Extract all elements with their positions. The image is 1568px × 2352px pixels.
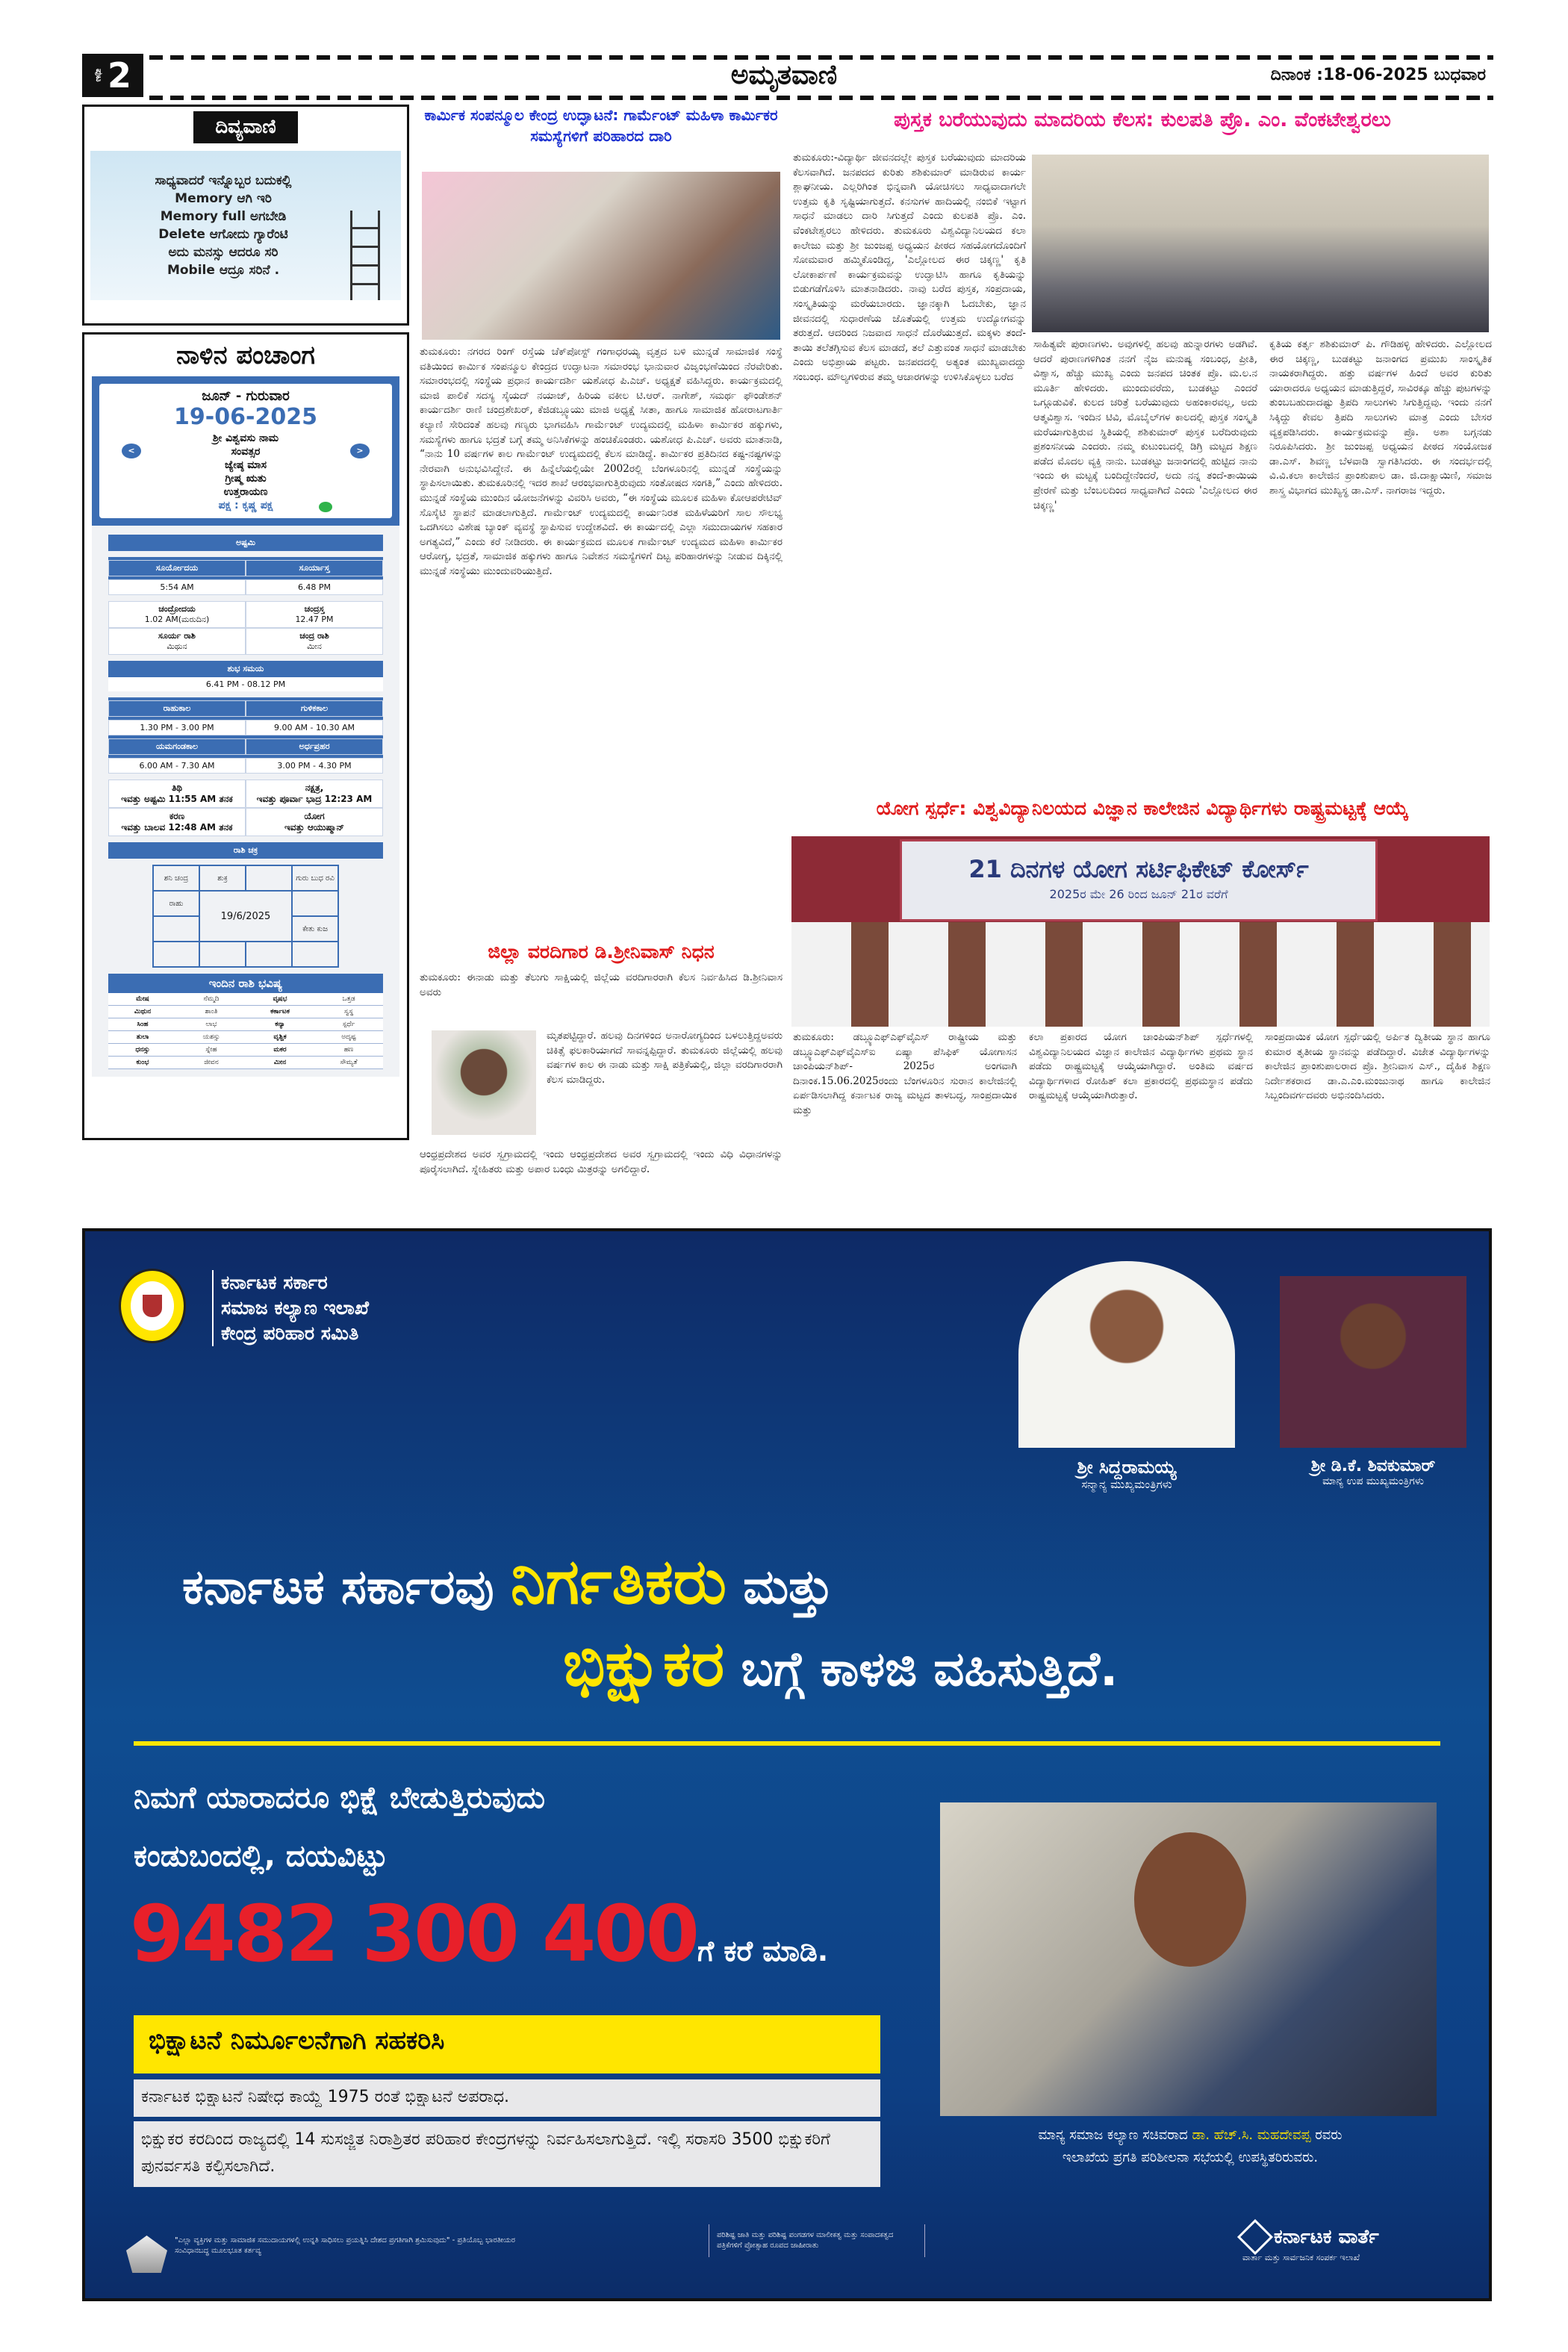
panchanga-date: 19-06-2025 [174,404,317,430]
brand-name: ಕರ್ನಾಟಕ ವಾರ್ತೆ [1274,2225,1379,2248]
ad-head-highlight: ಭಿಕ್ಷುಕರ [563,1627,725,1700]
vidhana-soudha-icon [126,2236,167,2273]
cm-name: ಶ್ರೀ ಸಿದ್ದರಾಮಯ್ಯ [1077,1457,1177,1478]
yoga-students-group [791,922,1490,1027]
obituary-headline: ಜಿಲ್ಲಾ ವರದಿಗಾರ ಡಿ.ಶ್ರೀನಿವಾಸ್ ನಿಧನ [488,941,715,962]
horoscope-prediction: ಅದೃಷ್ಟ [314,1031,383,1044]
dcm-portrait [1280,1276,1466,1448]
ad-banner: ಭಿಕ್ಷಾಟನೆ ನಿರ್ಮೂಲನೆಗಾಗಿ ಸಹಕರಿಸಿ [134,2015,880,2073]
brand-subtitle: ವಾರ್ತಾ ಮತ್ತು ಸಾರ್ವಜನಿಕ ಸಂಪರ್ಕ ಇಲಾಖೆ [1242,2253,1360,2262]
horoscope-prediction: ಜೀವನ [177,1057,246,1069]
caption-text: ಮಾನ್ಯ ಸಮಾಜ ಕಲ್ಯಾಣ ಸಚಿವರಾದ [1038,2127,1188,2143]
yama-label: ಯಮಗಂಡಕಾಲ [108,738,246,755]
tithi-text: ಇವತ್ತು ಅಷ್ಟಮಿ 11:55 AM ತನಕ [121,794,233,804]
dcm-caption [1265,1457,1481,1487]
divyavani-line: Memory ಆಗಿ ಇರಿ [175,191,272,206]
chandra-rashi: ಮೀನ [307,641,322,651]
ayana: ಉತ್ತರಾಯಣ [223,486,268,498]
divyavani-title: ದಿವ್ಯವಾಣಿ [193,111,298,143]
tithi-label: ತಿಥಿ [171,783,183,793]
ad-head-text: ಕರ್ನಾಟಕ ಸರ್ಕಾರವು [182,1560,494,1615]
horoscope-sign: ಮಿಥುನ [108,1006,177,1018]
gulika-time: 9.00 AM - 10.30 AM [246,720,383,735]
ad-org-line: ಕರ್ನಾಟಕ ಸರ್ಕಾರ [221,1272,328,1293]
horoscope-sign: ಕರ್ಕಾಟಕ [246,1006,314,1018]
horoscope-prediction: ಹಣ [314,1044,383,1057]
article2-col2: ಸಾಹಿತ್ಯವೇ ಪುರಾಣಗಳು. ಅವುಗಳಲ್ಲಿ ಹಲವು ಹುನ್ನಾರಗಳು ಅಡಗಿವೆ. ಆದರೆ ಪುರಾಣಗಳಿಗಿಂತ ನನಗೆ ನೈಜ ಮನುಷ್ಯ ಸಂಬಂಧ, ಪ್ರೀತಿ, ವಿಶ್ವಾಸ, ಹೆಚ್ಚು ಮುಖ್ಯ ಎಂದು ಜನಪದ ಚಿಂತಕ ಪ್ರೊ. ಮ.ಲ.ನ ಮೂರ್ತಿ ಹೇಳಿದರು. ಮುಂದುವರೆದು, ಬುಡಕಟ್ಟು ಎಂದರೆ ಒಗ್ಗೂಡುವಿಕೆ. ಕುಲದ ಚರಿತ್ರೆ ಬರೆಯುವುದು ಅಹಂಕಾರವಲ್ಲ, ಅದು ಆತ್ಮವಿಶ್ವಾಸ. ಇಂದಿನ ಟಿವಿ, ಮೊಬೈಲ್‌ಗಳ ಕಾಲದಲ್ಲಿ ಪುಸ್ತಕ ಸಂಸ್ಕೃತಿ ಮರೆಯಾಗುತ್ತಿರುವ ಸ್ಥಿತಿಯಲ್ಲಿ ಶಶಿಕುಮಾರ್ ಪುಸ್ತಕ ಬರೆದಿರುವುದು ಪ್ರಶಂಸನೀಯ ಎಂದರು. ನಮ್ಮ ಕುಟುಂಬದಲ್ಲಿ ಡಿಗ್ರಿ ಮಟ್ಟದ ಶಿಕ್ಷಣ ಪಡೆದ ಮೊದಲ ವ್ಯಕ್ತಿ ನಾನು. ಬುಡಕಟ್ಟು ಜನಾಂಗದಲ್ಲಿ ಹುಟ್ಟಿದ ನಾನು ಇಂದು ಈ ಮಟ್ಟಕ್ಕೆ ಬಂದಿದ್ದೇನೆಂದರೆ, ಅದು ನನ್ನ ತಂದೆ-ತಾಯಿಯ ಪ್ರೇರಣೆ ಮತ್ತು ಬೆಂಬಲದಿಂದ ಸಾಧ್ಯವಾಗಿದೆ ಎಂದು 'ಎಲ್ಲೋಲದ ಈರ ಚಿಕ್ಕಣ್ಣ' [1033,338,1257,511]
article2-col1: ತುಮಕೂರು:-ವಿದ್ಯಾರ್ಥಿ ಜೀವನದಲ್ಲೇ ಪುಸ್ತಕ ಬರೆಯುವುದು ಮಾದರಿಯ ಕೆಲಸವಾಗಿದೆ. ಜನಪದದ ಕುರಿತು ಶಶಿಕುಮಾರ್ ಮಾಡಿರುವ ಕಾರ್ಯ ಶ್ಲಾಘನೀಯ. ಎಲ್ಲರಿಗಿಂತ ಭಿನ್ನವಾಗಿ ಯೋಚಿಸಲು ಸಾಧ್ಯವಾದಾಗಲೇ ಉತ್ತಮ ಕೃತಿ ಸೃಷ್ಟಿಯಾಗುತ್ತದೆ. ಕನಸುಗಳ ಹಾದಿಯಲ್ಲಿ ನಂಬಿಕೆ ಇಟ್ಟಾಗ ಸಾಧನೆ ಮಾಡಲು ದಾರಿ ಸಿಗುತ್ತದೆ ಎಂದು ಕುಲಪತಿ ಪ್ರೊ. ಎಂ. ವೆಂಕಟೇಶ್ವರಲು ಹೇಳಿದರು. ತುಮಕೂರು ವಿಶ್ವವಿದ್ಯಾನಿಲಯದ ಕಲಾ ಕಾಲೇಜು ಮತ್ತು ಶ್ರೀ ಜುಂಜಪ್ಪ ಅಧ್ಯಯನ ಪೀಠದ ಸಹಯೋಗದೊಂದಿಗೆ ಸೋಮವಾರ ಹಮ್ಮಿಕೊಂಡಿದ್ದ, 'ಎಲ್ಲೋಲದ ಈರ ಚಿಕ್ಕಣ್ಣ' ಕೃತಿ ಲೋಕಾರ್ಪಣೆ ಕಾರ್ಯಕ್ರಮವನ್ನು ಉದ್ಘಾಟಿಸಿ ಹಾಗೂ ಕೃತಿಯನ್ನು ಬಿಡುಗಡೆಗೊಳಿಸಿ ಮಾತನಾಡಿದರು. ನಾವು ಬರೆದ ಪುಸ್ತಕ, ಸಂಪ್ರದಾಯ, ಸಂಸ್ಕೃತಿಯನ್ನು ಮರೆಯಬಾರದು. ಜ್ಞಾನಕ್ಕಾಗಿ ಓದಬೇಕು, ಜ್ಞಾನ ಜೀವನದಲ್ಲಿ ಸುಧಾರಣೆಯ ಜೊತೆಯಲ್ಲಿ ಉತ್ತಮ ಉದ್ಯೋಗವನ್ನು ತರುತ್ತದೆ. ಆದರಿಂದ ನಿಜವಾದ ಸಾಧನೆ ದೊರೆಯುತ್ತದೆ. ಮಕ್ಕಳು ತಂದೆ-ತಾಯಿ ತಲೆತಗ್ಗಿಸುವ ಕೆಲಸ ಮಾಡದೆ, ತಲೆ ಎತ್ತುವಂತ ಸಾಧನೆ ಮಾಡಬೇಕು ಎಂದು ಅಭಿಪ್ರಾಯ ಪಟ್ಟರು. ಜನಪದದಲ್ಲಿ ಅತ್ಯಂತ ಮುಖ್ಯವಾದದ್ದು ಸಂಬಂಧ. ಮೌಲ್ಯಗಳಿರುವ ತಮ್ಮ ಆಚಾರಗಳನ್ನು ಉಳಿಸಿಕೊಳ್ಳಲು ಬರೆದ [793,152,1026,383]
obituary-body-main: ಮೃತಪಟ್ಟಿದ್ದಾರೆ. ಹಲವು ದಿನಗಳಿಂದ ಅನಾರೋಗ್ಯದಿಂದ ಬಳಲುತ್ತಿದ್ದಅವರು ಚಿಕಿತ್ಸೆ ಫಲಕಾರಿಯಾಗದೆ ಸಾವನ್ನಪ್ಪಿದ್ದಾರೆ. ತುಮಕೂರು ಜಿಲ್ಲೆಯಲ್ಲಿ ಹಲವು ವರ್ಷಗಳ ಕಾಲ ಈ ನಾಡು ಮತ್ತು ಸಾಕ್ಷಿ ಪತ್ರಿಕೆಯಲ್ಲಿ, ಜಿಲ್ಲಾ ವರದಿಗಾರರಾಗಿ ಕೆಲಸ ಮಾಡಿದ್ದರು. [547,1030,783,1086]
nakshatra-text: ಇವತ್ತು ಪೂರ್ವಾ ಭಾದ್ರ 12:23 AM [256,794,373,804]
article2-col3: ಕೃತಿಯ ಕರ್ತೃ ಶಶಿಕುಮಾರ್ ಪಿ. ಗೌಡಿಹಳ್ಳಿ ಹೇಳಿದರು. ಎಲ್ಲೋಲದ ಈರ ಚಿಕ್ಕಣ್ಣ, ಬುಡಕಟ್ಟು ಜನಾಂಗದ ಪ್ರಮುಖ ಸಾಂಸ್ಕೃತಿಕ ನಾಯಕರಾಗಿದ್ದರು. ಹತ್ತು ವರ್ಷಗಳ ಹಿಂದೆ ಅವರ ಕುರಿತು ಯಾರಾದರೂ ಅಧ್ಯಯನ ಮಾಡುತ್ತಿದ್ದರೆ, ಸಾವಿರಕ್ಕೂ ಹೆಚ್ಚು ಪುಟಗಳನ್ನು ತುಂಬಬಹುದಾದಷ್ಟು ತ್ರಿಪದಿ ಸಾಲುಗಳು ಸಿಗುತ್ತಿದ್ದವು. ಇಂದು ನನಗೆ ಸಿಕ್ಕಿದ್ದು ಕೇವಲ ತ್ರಿಪದಿ ಸಾಲುಗಳು ಮಾತ್ರ ಎಂದು ಬೇಸರ ವ್ಯಕ್ತಪಡಿಸಿದರು. ಕಾರ್ಯಕ್ರಮವನ್ನು ಪ್ರೊ. ಅಶಾ ಬಗ್ಗನಡು ನಿರೂಪಿಸಿದರು. ಶ್ರೀ ಜುಂಜಪ್ಪ ಅಧ್ಯಯನ ಪೀಠದ ಸಂಯೋಜಕ ಡಾ.ಎಸ್. ಶಿವಣ್ಣ ಬೆಳವಾಡಿ ಸ್ವಾಗತಿಸಿದರು. ಈ ಸಂದರ್ಭದಲ್ಲಿ ವಿ.ವಿ.ಕಲಾ ಕಾಲೇಜಿನ ಪ್ರಾಂಶುಪಾಲ ಡಾ. ಜಿ.ದಾಕ್ಷಾಯಿಣಿ, ಸಮಾಜ ಶಾಸ್ತ್ರ ವಿಭಾಗದ ಮುಖ್ಯಸ್ಥ ಡಾ.ಎಸ್. ನಾಗರಾಜ ಇದ್ದರು. [1269,338,1492,497]
horoscope-prediction: ಸೌಮ್ಯತೆ [314,1057,383,1069]
ad-sub-line1: ನಿಮಗೆ ಯಾರಾದರೂ ಭಿಕ್ಷೆ ಬೇಡುತ್ತಿರುವುದು [134,1781,546,1815]
ad-head-text: ಮತ್ತು [743,1560,833,1615]
shubha-time: 6.41 PM - 08.12 PM [108,677,383,691]
article3-col2: ಕಲಾ ಪ್ರಕಾರದ ಯೋಗ ಚಾಂಪಿಯನ್‌ಶಿಪ್ ಸ್ಪರ್ಧೆಗಳಲ್ಲಿ ವಿಶ್ವವಿದ್ಯಾನಿಲಯದ ವಿಜ್ಞಾನ ಕಾಲೇಜಿನ ವಿದ್ಯಾರ್ಥಿಗಳು ಪ್ರಥಮ ಸ್ಥಾನ ಪಡೆದು ರಾಷ್ಟ್ರಮಟ್ಟಕ್ಕೆ ಆಯ್ಕೆಯಾಗಿದ್ದಾರೆ. ಅಂತಿಮ ವರ್ಷದ ವಿದ್ಯಾರ್ಥಿಗಳಾದ ರೋಹಿತ್ ಕಲಾ ಪ್ರಕಾರದಲ್ಲಿ ಪ್ರಥಮಸ್ಥಾನ ಪಡೆದು ರಾಷ್ಟ್ರಮಟ್ಟಕ್ಕೆ ಆಯ್ಕೆಯಾಗಿರುತ್ತಾರೆ. [1029,1031,1253,1102]
ad-organization [212,1270,369,1346]
minister-caption [936,2124,1444,2169]
ad-headline-line2 [563,1627,1118,1701]
helpline [130,1888,828,1979]
prev-day-button[interactable]: < [122,444,141,458]
rashi-chakra-grid [152,865,339,968]
yoga-banner-title: 21 ದಿನಗಳ ಯೋಗ ಸರ್ಟಿಫಿಕೇಟ್ ಕೋರ್ಸ್ [968,855,1309,883]
yoga-banner-subtitle: 2025ರ ಮೇ 26 ರಿಂದ ಜೂನ್ 21ರ ವರೆಗೆ [1049,887,1228,901]
chandra-rashi-label: ಚಂದ್ರ ರಾಶಿ [299,631,329,641]
next-day-button[interactable]: > [350,444,370,458]
horoscope-sign: ಧನಸ್ಸು [108,1044,177,1057]
ardha-label: ಅರ್ಧಪ್ರಹರ [246,738,383,755]
horoscope-sign: ಮೀನ [246,1057,314,1069]
article1-photo [422,172,780,340]
sunset-time: 6.48 PM [246,579,383,595]
article3-photo [791,836,1490,1027]
gulika-label: ಗುಳಿಕಕಾಲ [246,700,383,717]
panchanga-title: ನಾಳಿನ ಪಂಚಾಂಗ [176,340,315,370]
rashi-chakra-cell [199,942,246,967]
obituary-body-intro: ತುಮಕೂರು: ಈನಾಡು ಮತ್ತು ತೆಲುಗು ಸಾಕ್ಷಿಯಲ್ಲಿ ಜಿಲ್ಲೆಯ ವರದಿಗಾರರಾಗಿ ಕೆಲಸ ನಿರ್ವಹಿಸಿದ ಡಿ.ಶ್ರೀನಿವಾಸ ಅವರು [420,971,783,998]
article3-col3: ಸಾಂಪ್ರದಾಯಿಕ ಯೋಗ ಸ್ಪರ್ಧೆಯಲ್ಲಿ ಅರ್ಪಿತ ದ್ವಿತೀಯ ಸ್ಥಾನ ಹಾಗೂ ಕುಮಾರ ತೃತೀಯ ಸ್ಥಾನವನ್ನು ಪಡೆದಿದ್ದಾರೆ. ವಿಜೇತ ವಿದ್ಯಾರ್ಥಿಗಳನ್ನು ಕಾಲೇಜಿನ ಪ್ರಾಂಶುಪಾಲರಾದ ಪ್ರೊ. ಶ್ರೀನಿವಾಸ ಎಸ್., ದೈಹಿಕ ಶಿಕ್ಷಣ ನಿರ್ದೇಶಕರಾದ ಡಾ.ಎ.ಎಂ.ಮಂಜುನಾಥ ಹಾಗೂ ಕಾಲೇಜಿನ ಸಿಬ್ಬಂದಿವರ್ಗದವರು ಅಭಿನಂದಿಸಿದರು. [1265,1031,1490,1102]
yoga-text: ಇವತ್ತು ಆಯುಷ್ಮಾನ್ [284,822,345,833]
caption-text: ಇಲಾಖೆಯ ಪ್ರಗತಿ ಪರಿಶೀಲನಾ ಸಭೆಯಲ್ಲಿ ಉಪಸ್ಥಿತರಿರುವರು. [1062,2150,1319,2165]
horoscope-prediction: ಯಶಸ್ಸು [177,1031,246,1044]
yoga-label: ಯೋಗ [304,811,325,821]
footer-sponsor-note: ಪರಿಶಿಷ್ಟ ಜಾತಿ ಮತ್ತು ಪರಿಶಿಷ್ಟ ಪಂಗಡಗಳ ಮಾಲೀಕತ್ವ ಮತ್ತು ಸಂಪಾದಕತ್ವದ ಪತ್ರಿಕೆಗಳಿಗೆ ಪ್ರೋತ್ಸಾಹ ರೂಪದ ಜಾಹೀರಾತು [709,2224,925,2257]
horoscope-sign: ಕುಂಭ [108,1057,177,1069]
horoscope-prediction: ಶಾಂತಿ [177,1006,246,1018]
rashi-chakra-cell [292,891,338,916]
article2-photo [1032,155,1489,332]
ladder-illustration [350,211,380,300]
page-label: ಪುಟ [93,69,105,82]
cm-title: ಸನ್ಮಾನ್ಯ ಮುಖ್ಯಮಂತ್ರಿಗಳು [1081,1478,1172,1491]
horoscope-label: ಇಂದಿನ ರಾಶಿ ಭವಿಷ್ಯ [108,974,383,993]
horoscope-prediction: ಸ್ವಸ್ಥ [314,1006,383,1018]
sunset-label: ಸೂರ್ಯಾಸ್ತ [246,560,383,576]
horoscope-table [108,993,383,1069]
helpline-number[interactable]: 9482 300 400 [130,1888,698,1979]
helpline-call-text: ಗೆ ಕರೆ ಮಾಡಿ. [697,1935,829,1967]
divyavani-line: Delete ಆಗೋದು ಗ್ಯಾರೆಂಟಿ [158,227,288,242]
month-day: ಜೂನ್ - ಗುರುವಾರ [202,388,290,404]
rashi-chakra-cell: ಕೇತು ಕುಜ [292,916,338,942]
panchanga-date-card [92,376,399,526]
dcm-name: ಶ್ರೀ ಡಿ.ಕೆ. ಶಿವಕುಮಾರ್ [1310,1457,1436,1475]
page-number-box [82,54,143,97]
rashi-chakra-cell: ಶುಕ್ರ [199,865,246,891]
divyavani-line: Memory full ಅಗಬೇಡಿ [160,209,287,224]
footer-quote: "ಎಲ್ಲಾ ವ್ಯಕ್ತಿಗಳ ಮತ್ತು ಸಾಮಾಜಿಕ ಸಮುದಾಯಗಳಲ್ಲಿ ಉನ್ನತಿ ಸಾಧಿಸಲು ಪ್ರಯತ್ನಿಸಿ ದೇಶದ ಪ್ರಗತಿಗಾಗಿ ಶ್ರಮಿಸುವುದು" - ಪ್ರತಿಯೊಬ್ಬ ಭಾರತೀಯರ ಸಂವಿಧಾನಬದ್ಧ ಮೂಲಭೂತ ಕರ್ತವ್ಯ [175,2236,515,2255]
horoscope-prediction: ನೆಮ್ಮದಿ [177,993,246,1006]
article1-body: ತುಮಕೂರು: ನಗರದ ರಿಂಗ್ ರಸ್ತೆಯ ಚೆಕ್‌ಪೋಸ್ಟ್ ಗಂಗಾಧರಯ್ಯ ವೃತ್ತದ ಬಳಿ ಮುನ್ನಡೆ ಸಾಮಾಜಿಕ ಸಂಸ್ಥೆ ವತಿಯಿಂದ ಕಾರ್ಮಿಕ ಸಂಪನ್ಮೂಲ ಕೇಂದ್ರದ ಉದ್ಘಾಟನಾ ಸಮಾರಂಭ ಭಾನುವಾರ ವಿಜೃಂಭಣೆಯಿಂದ ನೆರವೇರಿತು. ಸಮಾರಂಭದಲ್ಲಿ ಸಂಸ್ಥೆಯ ಪ್ರಧಾನ ಕಾರ್ಯದರ್ಶಿ ಯಶೋಧ ಪಿ.ಎಚ್. ಅಧ್ಯಕ್ಷತೆ ವಹಿಸಿದ್ದರು. ಕಾರ್ಯಕ್ರಮದಲ್ಲಿ ಮಾಜಿ ಪಾಲಿಕೆ ಸದಸ್ಯ ಸೈಯದ್ ನಯಾಜ್, ಹಿರಿಯ ವಕೀಲ ಟಿ.ಆರ್. ನಾಗೇಶ್, ಸಮರ್ಥ ಫೌಂಡೇಶನ್ ಕಾರ್ಯದರ್ಶಿ ರಾಣಿ ಚಂದ್ರಶೇಖರ್, ಕೆಜಿಡಬ್ಲ್ಯೂಯು ಮಾಜಿ ಅಧ್ಯಕ್ಷೆ ಸೀತಾ, ಹಾಗೂ ಸಾಮಾಜಿಕ ಹೋರಾಟಗಾರ್ತಿ ಕಲ್ಯಾಣಿ ಸೇರಿದಂತೆ ಹಲವು ಗಣ್ಯರು ಭಾಗವಹಿಸಿ ಗಾರ್ಮೆಂಟ್ ಉದ್ಯಮದಲ್ಲಿ ಮಹಿಳಾ ಕಾರ್ಮಿಕರ ಹಕ್ಕುಗಳು, ಸಮಸ್ಯೆಗಳು ಹಾಗೂ ಭದ್ರತೆ ಬಗ್ಗೆ ತಮ್ಮ ಅನಿಸಿಕೆಗಳನ್ನು ಹಂಚಿಕೊಂಡರು. ಯಶೋಧ ಪಿ.ಎಚ್. ಅವರು ಮಾತನಾಡಿ, “ನಾನು 10 ವರ್ಷಗಳ ಕಾಲ ಗಾರ್ಮೆಂಟ್ ಉದ್ಯಮದಲ್ಲಿ ಕೆಲಸ ಮಾಡಿದ್ದೆ. ಕಾರ್ಮಿಕರ ಪ್ರತಿದಿನದ ಕಷ್ಟ-ನಷ್ಟಗಳನ್ನು ನೇರವಾಗಿ ಅನುಭವಿಸಿದ್ದೇನೆ. ಈ ಹಿನ್ನೆಲೆಯಲ್ಲಿಯೇ 2002ರಲ್ಲಿ ಬೆಂಗಳೂರಿನಲ್ಲಿ ಮುನ್ನಡೆ ಸಂಸ್ಥೆಯನ್ನು ಸ್ಥಾಪಿಸಲಾಯಿತು. ತುಮಕೂರಿನಲ್ಲಿ ಇದರ ಶಾಖೆ ಆರಂಭವಾಗುತ್ತಿರುವುದು ಸಂತೋಷದ ಸಂಗತಿ,” ಎಂದು ಹೇಳಿದರು. ಮುನ್ನಡೆ ಸಂಸ್ಥೆಯ ಮುಂದಿನ ಯೋಜನೆಗಳನ್ನು ವಿವರಿಸಿ ಅವರು, “ಈ ಸಂಸ್ಥೆಯ ಮೂಲಕ ಮಹಿಳಾ ಕೋಆಪರೇಟಿವ್ ಸೊಸೈಟಿ ಸ್ಥಾಪನೆ ಮಾಡಲಾಗುತ್ತಿದೆ. ಗಾರ್ಮೆಂಟ್ ಉದ್ಯಮದಲ್ಲಿ ಕಾರ್ಯನಿರತ ಮಹಿಳೆಯರಿಗೆ ಸಾಲ ಸೌಲಭ್ಯ ಒದಗಿಸಲು ವಿಶೇಷ ಬ್ಯಾಂಕ್ ವ್ಯವಸ್ಥೆ ಸ್ಥಾಪಿಸುವ ಉದ್ದೇಶವಿದೆ. ಈ ಕಾರ್ಯದಲ್ಲಿ ಎಲ್ಲಾ ಸಮುದಾಯಗಳ ಸಹಕಾರ ಅಗತ್ಯವಿದೆ,” ಎಂದು ಕರೆ ನೀಡಿದರು. ಈ ಕಾರ್ಯಕ್ರಮದ ಮೂಲಕ ಗಾರ್ಮೆಂಟ್ ಉದ್ಯಮದ ಮಹಿಳಾ ಕಾರ್ಮಿಕರ ಆರೋಗ್ಯ, ಭದ್ರತೆ, ಸಾಮಾಜಿಕ ಹಕ್ಕುಗಳು ಹಾಗೂ ನಿವೇಶನ ಸಮಸ್ಯೆಗಳಿಗೆ ದಿಟ್ಟ ಪರಿಹಾರಗಳನ್ನು ನೀಡುವ ದಿಕ್ಕಿನಲ್ಲಿ ಮುನ್ನಡೆ ಸಂಸ್ಥೆಯು ಮುಂದುವರಿಯುತ್ತಿದೆ. [420,346,783,577]
ad-divider [134,1741,1440,1746]
divyavani-line: ಅದು ಮನಸ್ಸು ಆದರೂ ಸರಿ [168,245,279,260]
horoscope-sign: ಸಿಂಹ [108,1018,177,1031]
dcm-title: ಮಾನ್ಯ ಉಪ ಮುಖ್ಯಮಂತ್ರಿಗಳು [1322,1475,1424,1487]
karana-text: ಇವತ್ತು ಬಾಲವ 12:48 AM ತನಕ [121,822,233,833]
yoga-banner [900,839,1378,921]
yama-time: 6.00 AM - 7.30 AM [108,758,246,774]
ardha-time: 3.00 PM - 4.30 PM [246,758,383,774]
rashi-chakra-cell [292,942,338,967]
rahu-time: 1.30 PM - 3.00 PM [108,720,246,735]
horoscope-sign: ವೃಷಭ [246,993,314,1006]
divyavani-line: ಸಾಧ್ಯವಾದರೆ ಇನ್ನೊಬ್ಬರ ಬದುಕಲ್ಲಿ [155,173,292,188]
rashi-chakra-cell: ಗುರು ಬುಧ ರವಿ [292,865,338,891]
cm-caption [1004,1457,1250,1491]
whatsapp-icon[interactable] [319,502,332,512]
horoscope-prediction: ಸ್ಪರ್ಧೆ [314,1018,383,1031]
cm-portrait [1018,1261,1235,1448]
moonset-time: 12.47 PM [295,615,334,624]
ad-fact-2: ಭಿಕ್ಷುಕರ ಕರದಿಂದ ರಾಜ್ಯದಲ್ಲಿ 14 ಸುಸಜ್ಜಿತ ನಿರಾಶ್ರಿತರ ಪರಿಹಾರ ಕೇಂದ್ರಗಳನ್ನು ನಿರ್ವಹಿಸಲಾಗುತ್ತಿದೆ. ಇಲ್ಲಿ ಸರಾಸರಿ 3500 ಭಿಕ್ಷುಕರಿಗೆ ಪುನರ್ವಸತಿ ಕಲ್ಪಿಸಲಾಗಿದೆ. [134,2121,880,2187]
moonrise-label: ಚಂದ್ರೋದಯ [158,604,196,614]
obituary-body-end: ಆಂಧ್ರಪ್ರದೇಶದ ಅವರ ಸ್ವಗ್ರಾಮದಲ್ಲಿ ಇಂದು ಆಂಧ್ರಪ್ರದೇಶದ ಅವರ ಸ್ವಗ್ರಾಮದಲ್ಲಿ ಇಂದು ವಿಧಿ ವಿಧಾನಗಳನ್ನು ಪೂರೈಸಲಾಗಿದೆ. ಸ್ನೇಹಿತರು ಮತ್ತು ಅಪಾರ ಬಂಧು ಮಿತ್ರರನ್ನು ಅಗಲಿದ್ದಾರೆ. [420,1148,783,1175]
ad-head-text: ಬಗ್ಗೆ ಕಾಳಜಿ ವಹಿಸುತ್ತಿದೆ. [741,1642,1119,1697]
minister-name: ಡಾ. ಹೆಚ್.ಸಿ. ಮಹದೇವಪ್ಪ [1192,2127,1311,2143]
horoscope-sign: ವೃಶ್ಚಿಕ [246,1031,314,1044]
panchanga-box [82,332,409,1140]
ad-call-to-action [134,1769,545,1885]
article3-headline: ಯೋಗ ಸ್ಪರ್ಧೆ: ವಿಶ್ವವಿದ್ಯಾನಿಲಯದ ವಿಜ್ಞಾನ ಕಾಲೇಜಿನ ವಿದ್ಯಾರ್ಥಿಗಳು ರಾಷ್ಟ್ರಮಟ್ಟಕ್ಕೆ ಆಯ್ಕೆ [876,797,1409,819]
paksha: ಪಕ್ಷ : ಕೃಷ್ಣ ಪಕ್ಷ [218,500,273,511]
government-advertisement [82,1228,1492,2301]
divyavani-box [82,105,409,326]
rashi-chakra-cell [153,942,199,967]
masa: ಜ್ಯೇಷ್ಠ ಮಾಸ [224,459,267,471]
horoscope-sign: ಮಕರ [246,1044,314,1057]
horoscope-prediction: ಸ್ನೇಹ [177,1044,246,1057]
tithi-name: ಅಷ್ಟಮಿ [108,535,383,551]
ad-org-line: ಸಮಾಜ ಕಲ್ಯಾಣ ಇಲಾಖೆ [221,1297,370,1319]
karnataka-seal-icon [119,1269,186,1343]
ad-org-line: ಕೇಂದ್ರ ಪರಿಹಾರ ಸಮಿತಿ [221,1322,359,1344]
horoscope-sign: ಕನ್ಯಾ [246,1018,314,1031]
horoscope-sign: ತುಲಾ [108,1031,177,1044]
horoscope-prediction: ಒತ್ತಡ [314,993,383,1006]
rashi-chakra-cell: ಶನಿ ಚಂದ್ರ [153,865,199,891]
rashi-chakra-label: ರಾಶಿ ಚಕ್ರ [108,842,383,859]
masthead: ಅಮೃತವಾಣಿ [730,60,838,90]
page-number: 2 [107,55,131,96]
rashi-chakra-cell [153,916,199,942]
moonset-label: ಚಂದ್ರಸ್ತ [304,604,325,614]
horoscope-prediction: ಲಾಭ [177,1018,246,1031]
header-rule-bottom [149,96,1493,100]
ad-sub-line2: ಕಂಡುಬಂದಲ್ಲಿ, ದಯವಿಟ್ಟು [134,1839,388,1873]
karana-label: ಕರಣ [169,811,185,821]
article1-headline: ಕಾರ್ಮಿಕ ಸಂಪನ್ಮೂಲ ಕೇಂದ್ರ ಉದ್ಘಾಟನೆ: ಗಾರ್ಮೆಂಟ್ ಮಹಿಳಾ ಕಾರ್ಮಿಕರ ಸಮಸ್ಯೆಗಳಿಗೆ ಪರಿಹಾರದ ದಾರಿ [424,106,778,145]
obituary-portrait [432,1030,536,1135]
rashi-chakra-cell: ರಾಹು [153,891,199,916]
divyavani-quote-image [90,151,401,300]
samvatsara: ಶ್ರೀ ವಿಶ್ವವಸು ನಾಮ [212,432,279,444]
ad-headline-line1 [182,1545,833,1619]
divyavani-line: Mobile ಆದ್ರೂ ಸರಿನೆ . [167,263,280,278]
article2-headline: ಪುಸ್ತಕ ಬರೆಯುವುದು ಮಾದರಿಯ ಕೆಲಸ: ಕುಲಪತಿ ಪ್ರೊ. ಎಂ. ವೆಂಕಟೇಶ್ವರಲು [894,108,1391,131]
sunrise-label: ಸೂರ್ಯೋದಯ [108,560,246,576]
varthe-emblem-icon [1237,2219,1273,2255]
samvatsara-label: ಸಂವತ್ಸರ [231,446,261,458]
surya-rashi: ಮಿಥುನ [167,641,187,651]
minister-photo [940,1802,1437,2116]
horoscope-sign: ಮೇಷ [108,993,177,1006]
sunrise-time: 5:54 AM [108,579,246,595]
karnataka-varthe-logo [1242,2224,1379,2263]
ad-fact-1: ಕರ್ನಾಟಕ ಭಿಕ್ಷಾಟನೆ ನಿಷೇಧ ಕಾಯ್ದೆ 1975 ರಂತೆ ಭಿಕ್ಷಾಟನೆ ಅಪರಾಧ. [134,2079,880,2117]
caption-text: ರವರು [1315,2127,1343,2143]
rahu-label: ರಾಹುಕಾಲ [108,700,246,717]
rutu: ಗ್ರೀಷ್ಮ ಋತು [225,473,267,485]
rashi-chakra-cell [246,865,292,891]
shubha-label: ಶುಭ ಸಮಯ [108,661,383,677]
ad-head-highlight: ನಿರ್ಗತಿಕರು [510,1545,727,1618]
dateline: ದಿನಾಂಕ :18-06-2025 ಬುಧವಾರ [1270,66,1486,84]
article3-col1: ತುಮಕೂರು: ಡಬ್ಲ್ಯೂಎಫ್‌ಎಫ್‌ವೈಎಸ್ ರಾಷ್ಟ್ರೀಯ ಮತ್ತು ಡಬ್ಲ್ಯೂಎಫ್‌ಎಫ್‌ವೈಎಸ್‌ಐ ಏಷ್ಯಾ ಪೆಸಿಫಿಕ್ ಯೋಗಾಸನ ಚಾಂಪಿಯನ್‌ಶಿಪ್- 2025ರ ಅಂಗವಾಗಿ ದಿನಾಂಕ.15.06.2025ರಂದು ಬೆಂಗಳೂರಿನ ಸುರಾನ ಕಾಲೇಜಿನಲ್ಲಿ ಏರ್ಪಡಿಸಲಾಗಿದ್ದ ಕರ್ನಾಟಕ ರಾಜ್ಯ ಮಟ್ಟದ ತಾಳಬದ್ಧ, ಸಾಂಪ್ರದಾಯಿಕ ಮತ್ತು [793,1031,1017,1116]
nakshatra-label: ನಕ್ಷತ್ರ, [305,783,324,793]
moonrise-time: 1.02 AM(ಮರುದಿನ) [144,615,210,624]
rashi-chakra-date: 19/6/2025 [199,891,292,942]
surya-rashi-label: ಸೂರ್ಯ ರಾಶಿ [158,631,196,641]
rashi-chakra-cell [246,942,292,967]
